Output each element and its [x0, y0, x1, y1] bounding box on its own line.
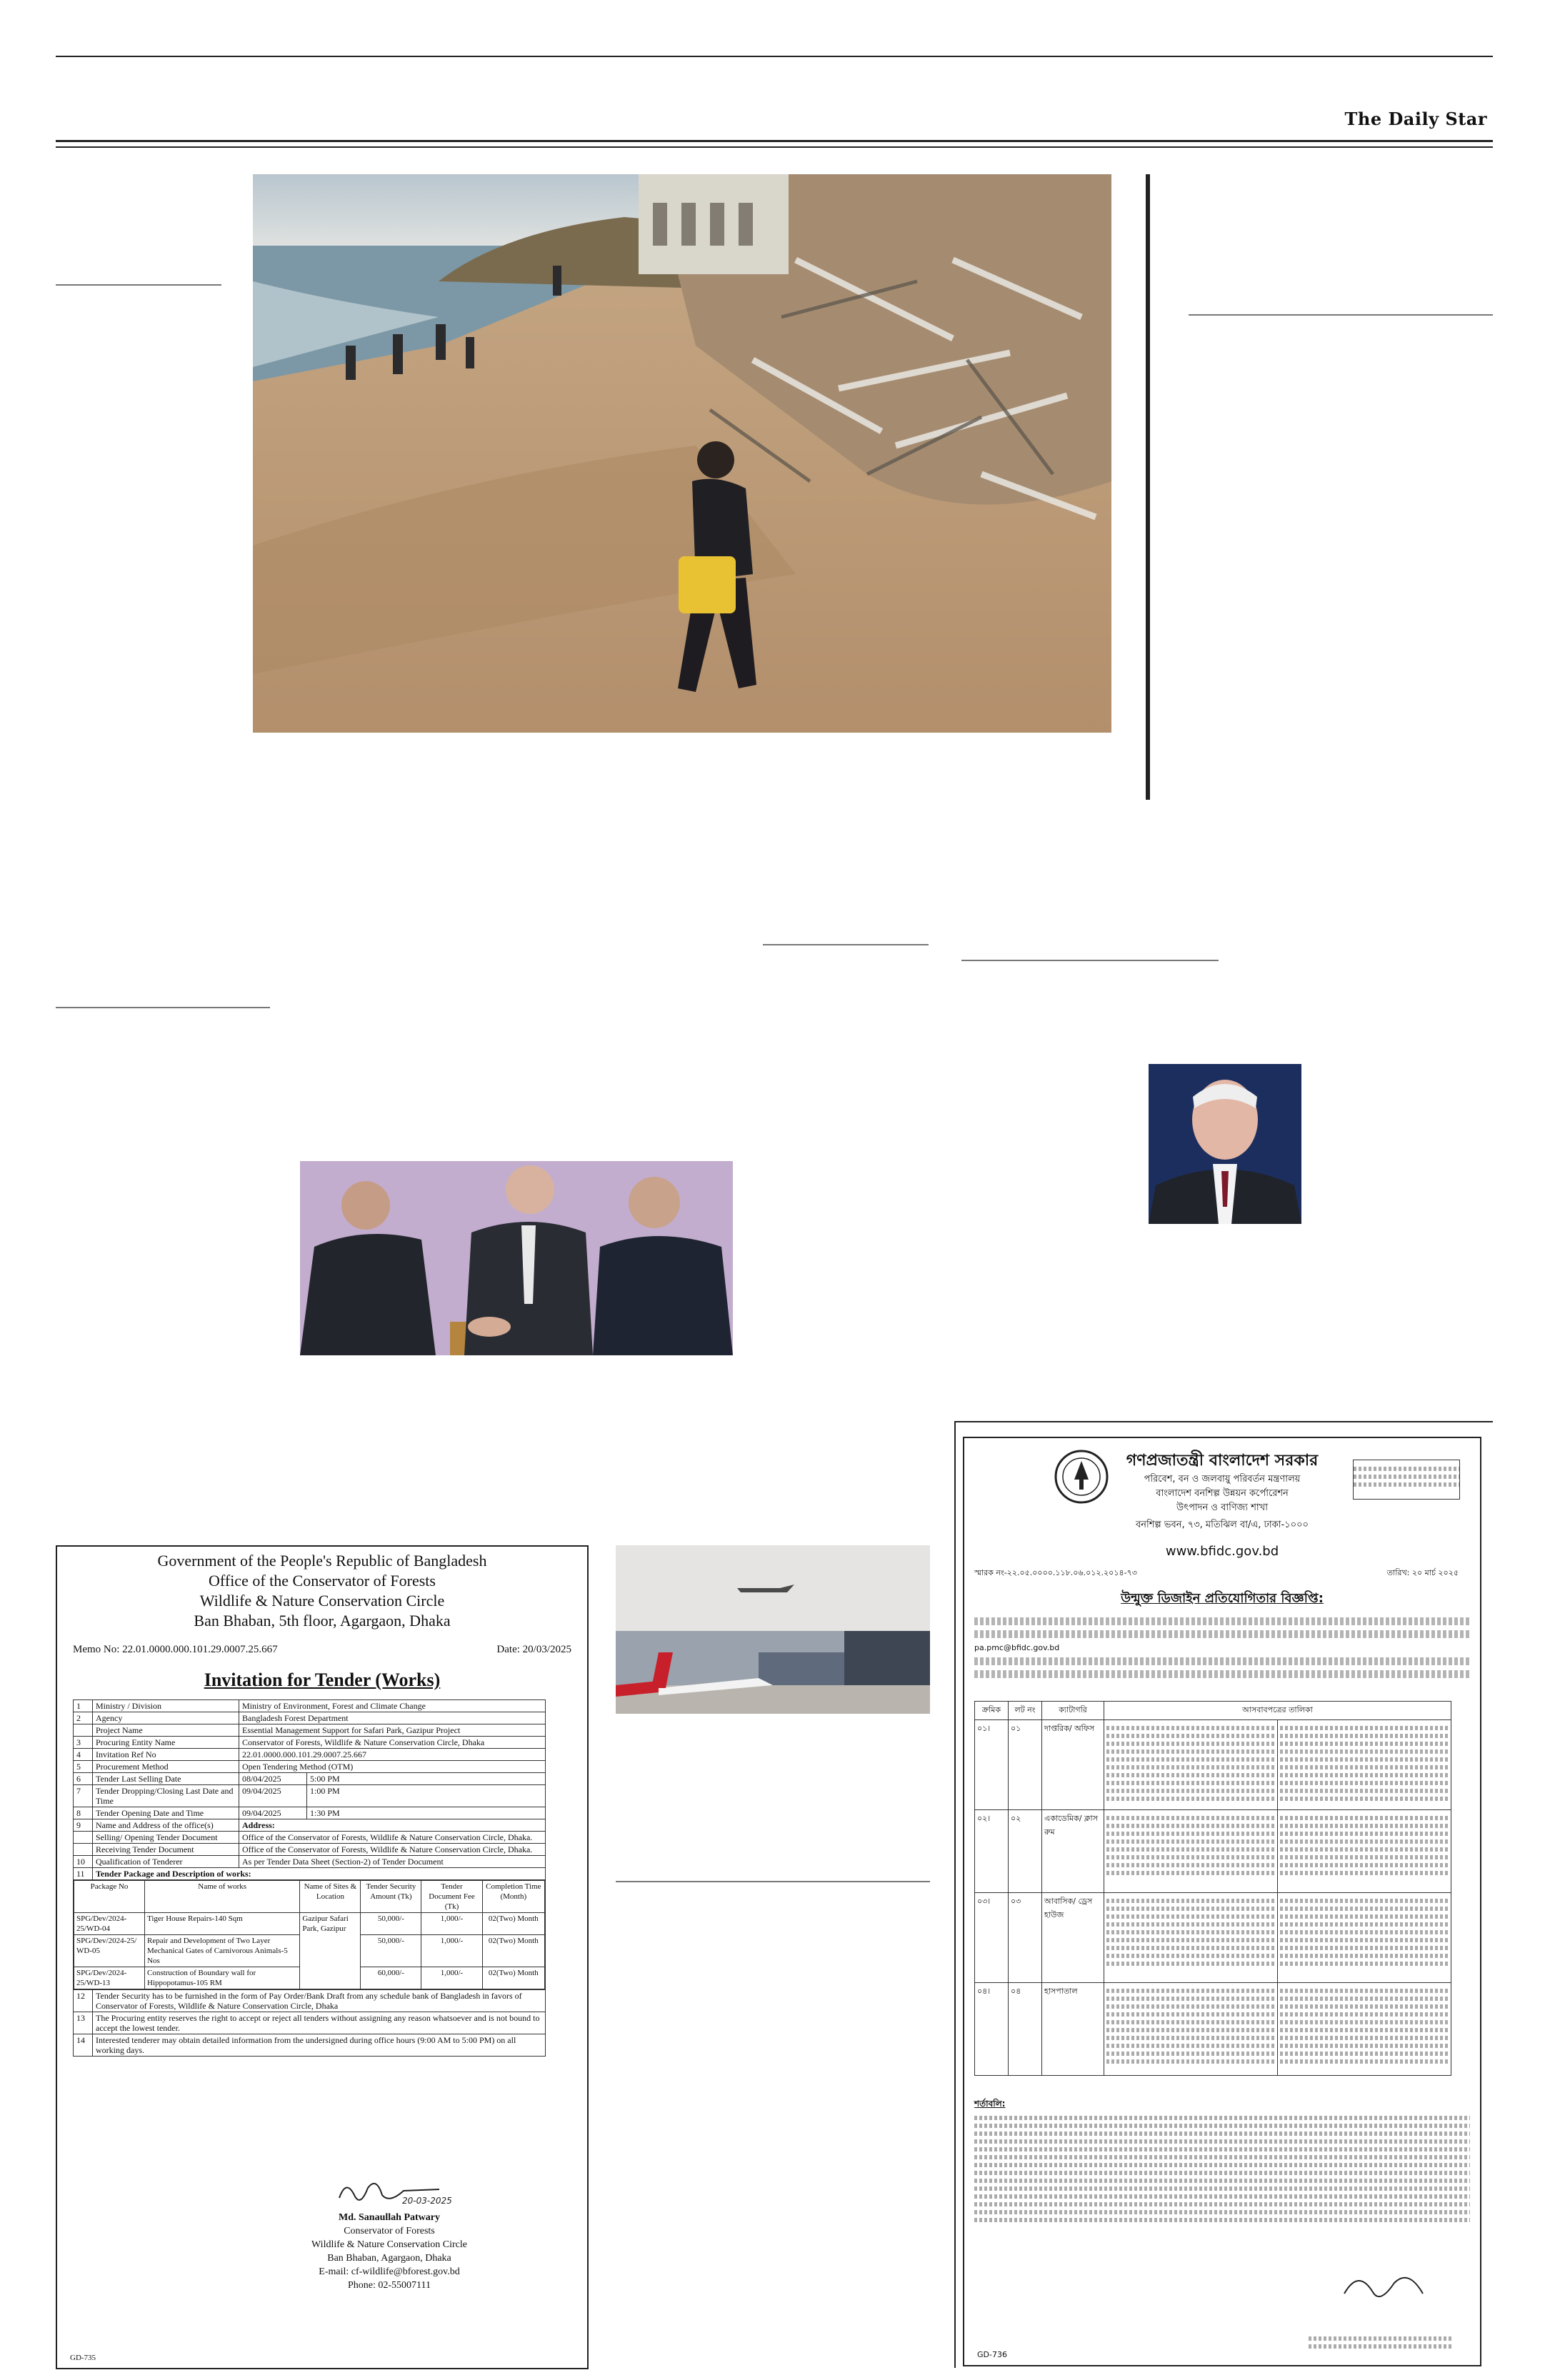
- ad-code: GD-736: [977, 2350, 1007, 2359]
- airport-photo: [616, 1545, 930, 1714]
- column-separator: [56, 1007, 270, 1008]
- table-row: 3 Procuring Entity Name Conservator of Forests, Wildlife & Nature Conservation Circle, Dhaka: [74, 1737, 546, 1749]
- website: www.bfidc.gov.bd: [1165, 1544, 1279, 1559]
- table-row: 14 Interested tenderer may obtain detailed information from the undersigned during office hours (9:00 AM to 5:00 PM) on all working days.: [74, 2034, 546, 2057]
- tender-title: Invitation for Tender (Works): [204, 1669, 441, 1690]
- furniture-table: [974, 1701, 1451, 2076]
- header-line: Ban Bhaban, 5th floor, Agargaon, Dhaka: [194, 1612, 451, 1630]
- signatory-email: E-mail: cf-wildlife@bforest.gov.bd: [319, 2266, 460, 2277]
- furniture-row: ০১। ০১ দাপ্তরিক/ অফিস: [975, 1720, 1451, 1810]
- masthead: The Daily Star: [1344, 109, 1487, 129]
- branch-line: উৎপাদন ও বাণিজ্য শাখা: [1176, 1502, 1268, 1513]
- signatory-line: Conservator of Forests: [344, 2226, 435, 2236]
- portrait-photo: [1149, 1064, 1301, 1224]
- ministry-line: পরিবেশ, বন ও জলবায়ু পরিবর্তন মন্ত্রণালয়: [1144, 1474, 1301, 1485]
- table-row: 12 Tender Security has to be furnished in the form of Pay Order/Bank Draft from any schedule bank of Bangladesh in favors of Conservator of Forests, Wildlife & Nature Conservation Circle, Dhaka: [74, 1990, 546, 2012]
- table-row: Selling/ Opening Tender Document Office of the Conservator of Forests, Wildlife & Nature Conservation Circle, Dhaka.: [74, 1832, 546, 1844]
- signature-mark: [318, 2175, 461, 2206]
- furniture-header-row: ক্রমিক লট নং ক্যাটাগরি আসবাবপত্রের তালিকা: [975, 1702, 1451, 1720]
- package-row: SPG/Dev/2024-25/WD-04 Tiger House Repairs-140 Sqm Gazipur Safari Park, Gazipur 50,000/- 1,000/- 02(Two) Month: [74, 1913, 545, 1935]
- tender-table: [73, 1699, 546, 2057]
- furniture-row: ০৪। ০৪ হাসপাতাল: [975, 1983, 1451, 2076]
- package-table-row: [74, 1880, 546, 1990]
- tender-header: [57, 1547, 587, 1631]
- table-row: 7 Tender Dropping/Closing Last Date and Time 09/04/2025 1:00 PM: [74, 1785, 546, 1807]
- table-row: 6 Tender Last Selling Date 08/04/2025 5:00 PM: [74, 1773, 546, 1785]
- memo-date: Date: 20/03/2025: [496, 1644, 571, 1655]
- top-right-note-box: [1353, 1460, 1460, 1500]
- vertical-rule: [1146, 174, 1150, 800]
- table-row: 2 Agency Bangladesh Forest Department: [74, 1712, 546, 1724]
- ad-date: তারিখ: ২০ মার্চ ২০২৫: [1386, 1568, 1459, 1577]
- design-competition-advertisement: [963, 1437, 1481, 2366]
- competition-title: উন্মুক্ত ডিজাইন প্রতিযোগিতার বিজ্ঞপ্তি:: [1121, 1591, 1324, 1606]
- header-line: Office of the Conservator of Forests: [209, 1572, 436, 1590]
- memo-number: Memo No: 22.01.0000.000.101.29.0007.25.667: [73, 1644, 278, 1655]
- column-separator: [1189, 314, 1493, 316]
- signature-mark: [1330, 2265, 1437, 2315]
- contact-email: pa.pmc@bfidc.gov.bd: [974, 1643, 1060, 1652]
- table-row: 1 Ministry / Division Ministry of Environment, Forest and Climate Change: [74, 1700, 546, 1712]
- table-row: 13 The Procuring entity reserves the right to accept or reject all tenders without assigning any reason whatsoever and is not bound to accept the lowest tender.: [74, 2012, 546, 2034]
- top-rule: [56, 56, 1493, 57]
- column-separator: [56, 284, 221, 286]
- signatory-block: [1309, 2333, 1451, 2352]
- signature-date: 20-03-2025: [402, 2196, 452, 2206]
- reference-number: স্মারক নং-২২.০৫.০০০০.১১৮.০৬.০১২.২০১৪-৭৩: [974, 1568, 1137, 1577]
- furniture-row: ০২। ০২ একাডেমিক/ ক্লাস রুম: [975, 1810, 1451, 1893]
- table-row: 8 Tender Opening Date and Time 09/04/2025 1:30 PM: [74, 1807, 546, 1819]
- furniture-row: ০৩। ০৩ আবাসিক/ ড্রেস হাউজ: [975, 1893, 1451, 1983]
- table-row: 10 Qualification of Tenderer As per Tender Data Sheet (Section-2) of Tender Document: [74, 1856, 546, 1868]
- column-separator: [616, 1881, 930, 1882]
- tender-advertisement: [56, 1545, 589, 2369]
- table-row: Receiving Tender Document Office of the Conservator of Forests, Wildlife & Nature Conservation Circle, Dhaka.: [74, 1844, 546, 1856]
- corporation-line: বাংলাদেশ বনশিল্প উন্নয়ন কর্পোরেশন: [1156, 1488, 1289, 1499]
- table-row: 11 Tender Package and Description of works:: [74, 1868, 546, 1880]
- column-separator: [763, 944, 929, 945]
- package-row: SPG/Dev/2024-25/ WD-05 Repair and Development of Two Layer Mechanical Gates of Carnivorous Animals-5 Nos 50,000/- 1,000/- 02(Two) Month: [74, 1935, 545, 1967]
- header-rule-1: [56, 140, 1493, 142]
- header-line: Wildlife & Nature Conservation Circle: [199, 1592, 445, 1610]
- table-row: 4 Invitation Ref No 22.01.0000.000.101.29.0007.25.667: [74, 1749, 546, 1761]
- header-rule-2: [56, 146, 1493, 148]
- package-row: SPG/Dev/2024-25/WD-13 Construction of Boundary wall for Hippopotamus-105 RM 60,000/- 1,000/- 02(Two) Month: [74, 1967, 545, 1989]
- main-photo: [253, 174, 1111, 733]
- section-rule: [954, 1421, 956, 2368]
- signature-block: [271, 2175, 507, 2292]
- table-row: 9 Name and Address of the office(s) Address:: [74, 1819, 546, 1832]
- terms-heading: শর্তাবলি:: [974, 2099, 1006, 2109]
- signatory-phone: Phone: 02-55007111: [347, 2280, 431, 2291]
- signatory-line: Wildlife & Nature Conservation Circle: [311, 2239, 467, 2250]
- table-row: Project Name Essential Management Support for Safari Park, Gazipur Project: [74, 1724, 546, 1737]
- terms-section: [974, 2098, 1470, 2226]
- diplomats-handshake-photo: [300, 1161, 733, 1355]
- address-line: বনশিল্প ভবন, ৭৩, মতিঝিল বা/এ, ঢাকা-১০০০: [1135, 1520, 1309, 1530]
- column-separator: [961, 960, 1219, 961]
- header-line: Government of the People's Republic of Bangladesh: [157, 1552, 487, 1570]
- package-header-row: Package No Name of works Name of Sites & Location Tender Security Amount (Tk) Tender Document Fee (Tk) Completion Time (Month): [74, 1881, 545, 1913]
- signatory-name: Md. Sanaullah Patwary: [339, 2212, 440, 2223]
- signatory-line: Ban Bhaban, Agargaon, Dhaka: [327, 2253, 451, 2264]
- table-row: 5 Procurement Method Open Tendering Method (OTM): [74, 1761, 546, 1773]
- intro-paragraph: [974, 1612, 1470, 1691]
- section-rule: [954, 1421, 1493, 1422]
- government-title: গণপ্রজাতন্ত্রী বাংলাদেশ সরকার: [1126, 1452, 1319, 1470]
- package-table: [74, 1880, 545, 1989]
- ad-code: GD-735: [70, 2354, 96, 2362]
- memo-line: [73, 1644, 571, 1656]
